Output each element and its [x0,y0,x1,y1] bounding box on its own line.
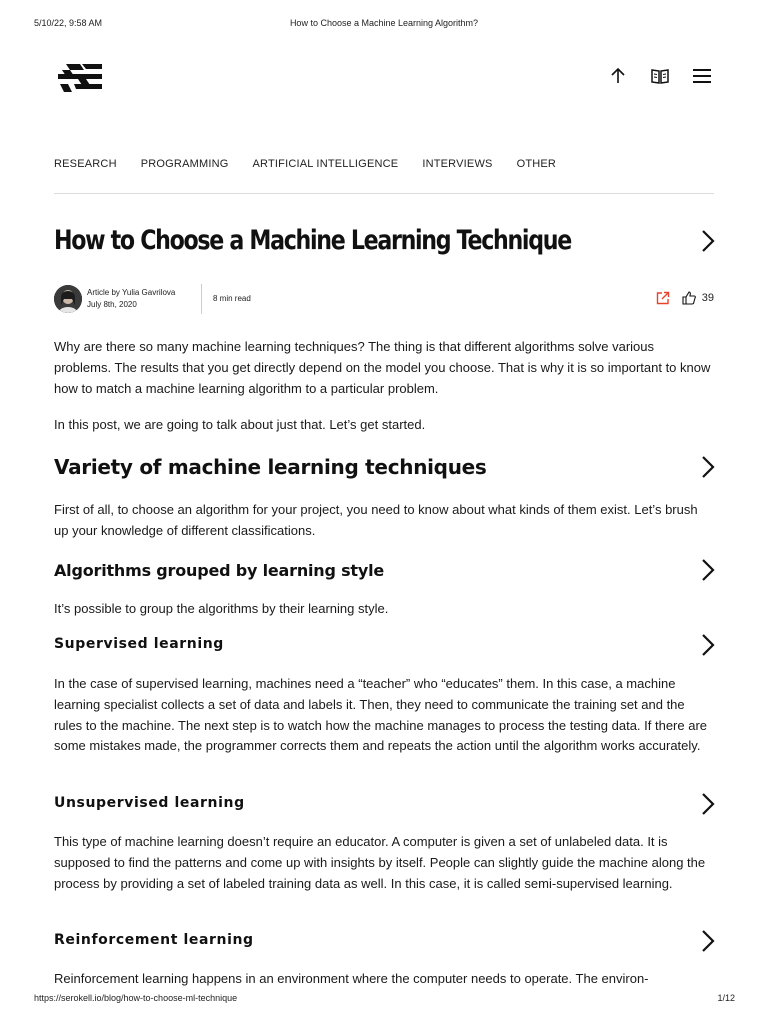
intro-paragraph-2: In this post, we are going to talk about just that. Let’s get started. [54,417,426,432]
thumbs-up-icon[interactable] [682,291,696,305]
author-name[interactable]: Article by Yulia Gavrilova [87,288,176,297]
nav-item-artificial-intelligence[interactable]: ARTIFICIAL INTELLIGENCE [252,158,399,170]
book-icon[interactable] [650,66,670,86]
chevron-right-icon[interactable] [700,228,716,254]
page-number: 1/12 [717,993,735,1003]
meta-divider [201,284,202,314]
print-footer [0,993,768,1007]
arrow-up-icon[interactable] [608,66,628,86]
intro-paragraph: Why are there so many machine learning techniques? The thing is that different algorithms solve various problems. The results that you get directly depend on the model you choose. That is why it is so important to know how to match a machine learning algorithm to a particular problem. [54,339,711,396]
print-header [0,18,768,32]
section-heading-supervised: Supervised learning [54,636,224,652]
author-info [87,287,175,311]
nav-item-interviews[interactable]: INTERVIEWS [422,158,493,170]
variety-paragraph: First of all, to choose an algorithm for your project, you need to know about what kinds of them exist. Let’s brush up your knowledge of different classifications. [54,502,698,538]
supervised-paragraph: In the case of supervised learning, machines need a “teacher” who “educates” them. In this case, a machine learning specialist collects a set of data and labels it. Then, they need to communicate the training set and the rules to the machine. The next step is to watch how the machine manages to process the testing data. If there are some mistakes made, the programmer corrects them and repeats the action until the algorithm works accurately. [54,676,708,754]
section-heading-unsupervised: Unsupervised learning [54,795,245,811]
section-heading-reinforcement: Reinforcement learning [54,932,254,948]
category-nav [54,158,714,170]
article-actions [656,291,714,305]
section-heading-grouped: Algorithms grouped by learning style [54,561,385,580]
article-meta [54,284,714,314]
article-title: How to Choose a Machine Learning Technique [54,225,571,256]
nav-item-other[interactable]: OTHER [516,158,557,170]
print-title: How to Choose a Machine Learning Algorithm? [289,18,479,28]
nav-item-research[interactable]: RESEARCH [54,158,117,170]
header-actions [608,66,712,86]
share-icon[interactable] [656,291,670,305]
serokell-logo-icon[interactable] [56,62,104,94]
unsupervised-paragraph: This type of machine learning doesn’t require an educator. A computer is given a set of unlabeled data. It is supposed to find the patterns and come up with insights by itself. People can slightly guide the machine along the process by providing a set of labeled training data as well. In this case, it is called semi-supervised learning. [54,834,706,891]
chevron-right-icon[interactable] [700,454,716,480]
read-time: 8 min read [213,294,251,303]
section-heading-variety: Variety of machine learning techniques [54,455,487,479]
reinforcement-paragraph: Reinforcement learning happens in an environment where the computer needs to operate. The environ- [54,971,649,986]
author-photo-icon [54,285,82,313]
nav-divider [54,193,714,194]
menu-icon[interactable] [692,66,712,86]
chevron-right-icon[interactable] [700,791,716,817]
like-count: 39 [701,292,714,304]
chevron-right-icon[interactable] [700,557,716,583]
chevron-right-icon[interactable] [700,632,716,658]
nav-item-programming[interactable]: PROGRAMMING [140,158,229,170]
grouped-paragraph: It’s possible to group the algorithms by their learning style. [54,601,389,616]
print-url: https://serokell.io/blog/how-to-choose-ml-technique [34,993,238,1003]
publish-date: July 8th, 2020 [87,300,137,309]
avatar[interactable] [54,285,82,313]
chevron-right-icon[interactable] [700,928,716,954]
print-date: 5/10/22, 9:58 AM [34,18,103,28]
